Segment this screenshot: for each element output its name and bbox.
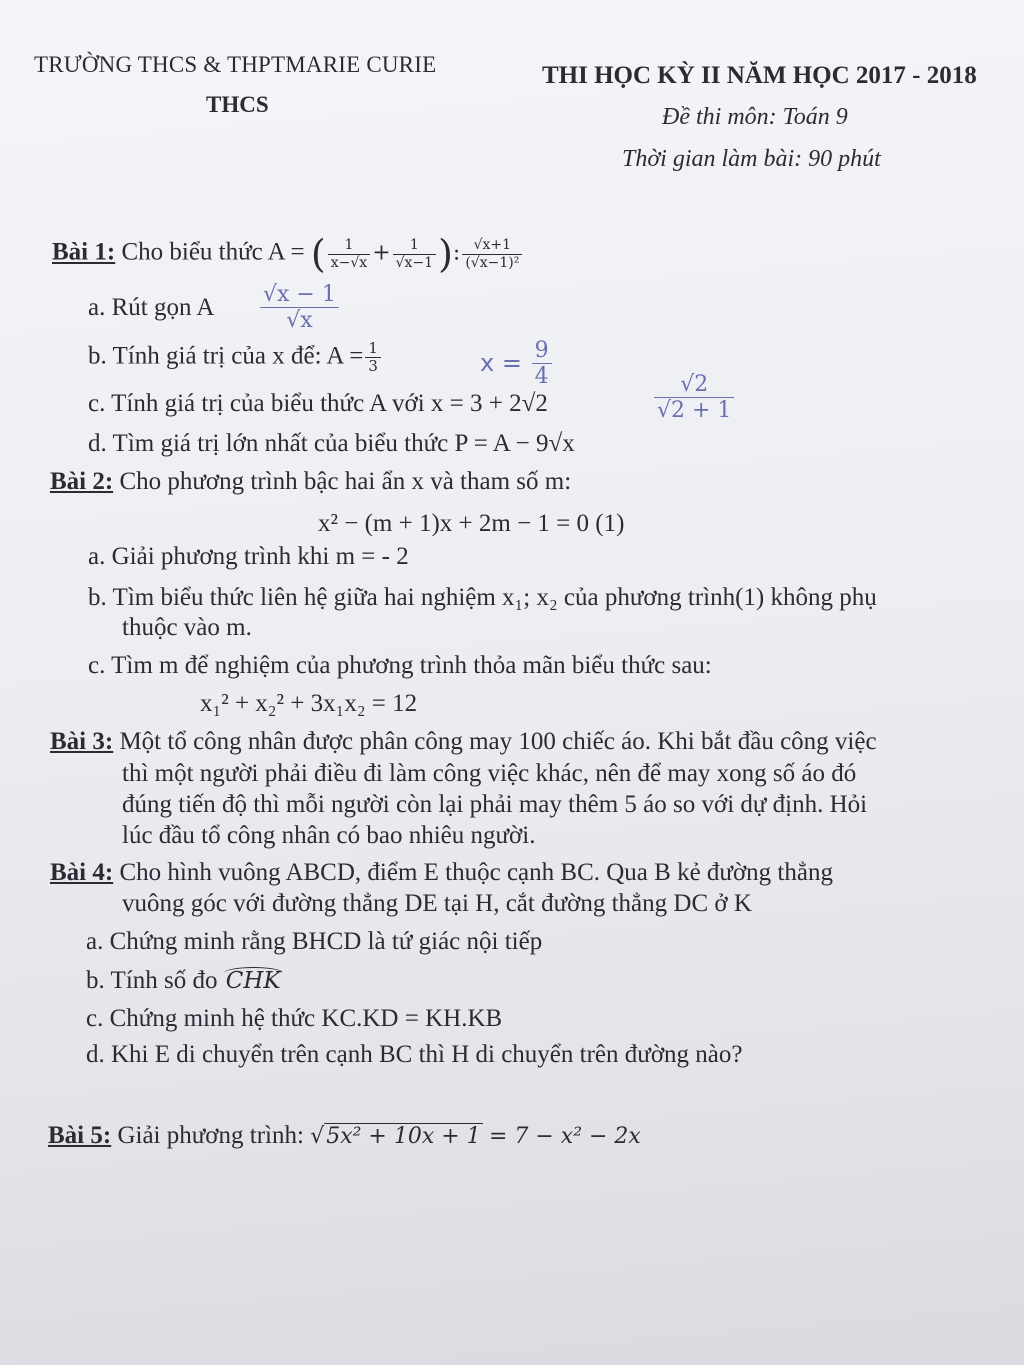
arc-angle: CHK [225, 968, 281, 994]
bai1-c: c. Tính giá trị của biểu thức A với x = 3 + 2√2 [88, 390, 548, 417]
bai1-a: a. Rút gọn A [88, 294, 215, 321]
bai1-label: Bài 1: [52, 238, 116, 266]
bai4-line1: Bài 4: Cho hình vuông ABCD, điểm E thuộc cạnh BC. Qua B kẻ đường thẳng [50, 859, 833, 886]
handwritten-answer-a: $\frac{√x - 1}{√x}$ [258, 282, 341, 334]
exam-subject: Đề thi môn: Toán 9 [662, 104, 848, 130]
bai2-c: c. Tìm m để nghiệm của phương trình thỏa mãn biểu thức sau: [88, 652, 712, 679]
bai5-statement: Bài 5: Giải phương trình: √5x² + 10x + 1 = 7 − x² − 2x [48, 1122, 641, 1149]
exam-time: Thời gian làm bài: 90 phút [622, 146, 881, 172]
bai4-b: b. Tính số đo CHK [86, 967, 281, 994]
fraction-2: $\frac{1}{√x-1}$ [393, 237, 436, 270]
bai2-intro: Cho phương trình bậc hai ẩn x và tham số m: [119, 468, 572, 495]
exam-title: THI HỌC KỲ II NĂM HỌC 2017 - 2018 [542, 62, 977, 89]
bai2-a: a. Giải phương trình khi m = - 2 [88, 543, 409, 570]
radicand: 5x² + 10x + 1 [326, 1124, 481, 1149]
bai2-c-expression: x₁² + x₂² + 3x₁x₂ = 12 [200, 690, 418, 717]
bai2-b-line2: thuộc vào m. [122, 614, 252, 641]
bai4-label: Bài 4: [50, 859, 114, 886]
fraction-3: $\frac{√x+1}{\text{(√x−1)²}}$ [462, 237, 522, 270]
bai3-label: Bài 3: [50, 728, 114, 755]
school-name: TRƯỜNG THCS & THPTMARIE CURIE [34, 52, 437, 77]
bai3-line2: thì một người phải điều đi làm công việc khác, nên để may xong số áo đó [122, 760, 857, 787]
bai2-b-line1: b. Tìm biểu thức liên hệ giữa hai nghiệm x₁; x₂ của phương trình(1) không phụ [88, 584, 877, 611]
school-level: THCS [206, 92, 269, 117]
bai5-rhs: = 7 − x² − 2x [488, 1124, 641, 1149]
bai1-statement: Bài 1: Cho biểu thức A = ( $\frac{1}{x-√x}$ + $\frac{1}{√x-1}$ ): $\frac{√x+1}{\text{(√x−1)²}}$ [52, 232, 524, 276]
bai1-intro: Cho biểu thức A = [121, 238, 305, 266]
handwritten-answer-c: $\frac{√2}{√2 + 1}$ [652, 372, 736, 424]
bai4-d: d. Khi E di chuyển trên cạnh BC thì H di chuyển trên đường nào? [86, 1041, 743, 1068]
bai1-b: b. Tính giá trị của x để: A = $\frac{1}{3}$ [88, 340, 383, 376]
bai5-label: Bài 5: [48, 1122, 112, 1149]
handwritten-answer-b: x = $\frac{9}{4}$ [480, 338, 554, 390]
bai2-equation: x² − (m + 1)x + 2m − 1 = 0 (1) [318, 510, 625, 537]
bai3-line4: lúc đầu tổ công nhân có bao nhiêu người. [122, 822, 536, 849]
fraction-1: $\frac{1}{x-√x}$ [328, 237, 370, 270]
paren-close: ) [438, 232, 453, 276]
bai2-statement [50, 468, 571, 496]
bai1-d: d. Tìm giá trị lớn nhất của biểu thức P = A − 9√x [88, 430, 575, 457]
bai3-line1: Bài 3: Một tổ công nhân được phân công may 100 chiếc áo. Khi bắt đầu công việc [50, 728, 877, 755]
bai4-a: a. Chứng minh rằng BHCD là tứ giác nội tiếp [86, 928, 543, 955]
bai3-line3: đúng tiến độ thì mỗi người còn lại phải may thêm 5 áo so với dự định. Hỏi [122, 791, 868, 818]
paren-open: ( [310, 232, 326, 276]
bai4-line2: vuông góc với đường thẳng DE tại H, cắt đường thẳng DC ở K [122, 890, 752, 917]
bai2-label: Bài 2: [50, 468, 114, 495]
bai4-c: c. Chứng minh hệ thức KC.KD = KH.KB [86, 1005, 503, 1032]
